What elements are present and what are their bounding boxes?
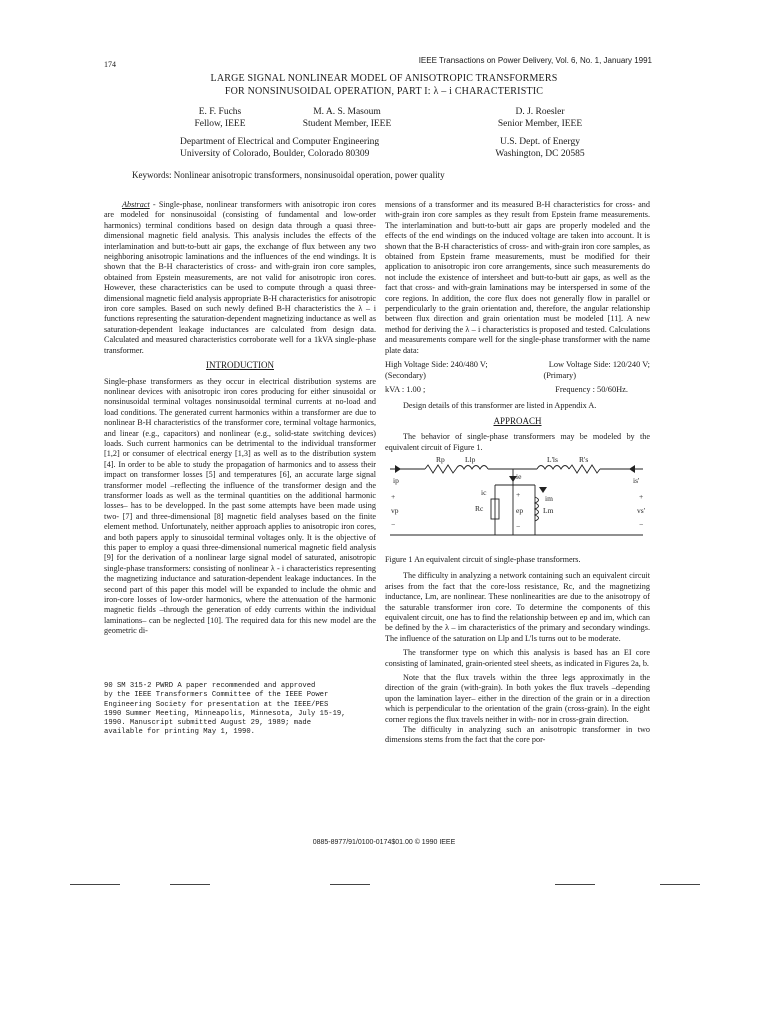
author-name: M. A. S. Masoum	[313, 107, 381, 117]
copyright-notice: 0885-8977/91/0100-0174$01.00 © 1990 IEEE	[312, 839, 456, 846]
label-llp: Llp	[465, 454, 476, 464]
introduction-text: Single-phase transformers as they occur in electrical distribution systems are nonlinear devices with anisotropic iron cores producing for either sinusoidal or nonsinusoidal terminal voltages nonsinusoidal terminal currents at no-load and load conditions. The generated current harmonics within a transformer are due to nonlinear B-H characteristics of the transformer core, terminal voltage harmonics, and linear (e.g., capacitors) and nonlinear (e.g., solid-state switching devices) loads. Such current harmonics can be detrimental to the individual transformer [1,2] or consumer of electrical energy [1,3] as well as to the distribution system [4]. In order to be able to study the propagation of harmonics and to assess their impact on transformer losses [5] and temperatures [6], an accurate large signal transformer model –reflecting the influence of the transformer design and the transformer loads as well as the terminal quantities on the additional harmonic losses– has to be developped. In the past some attempts have been made using two- [7] and three-dimensional [8] magnetic field analyses based on the finite element method. Unfortunately, neither approach applies to anisotropic iron cores, and both papers apply to sinusoidal terminal voltages only. It is the objective of this paper to employ a quasi three-dimensional numerical magnetic field analysis [9] for the derivation of a nonlinear large signal model of saturated, anisotropic single-phase transformers: consisting of nonlinear λ - i characteristics representing the magnetizing inductance and saturation-dependent leakage inductances. In the second part of this paper this model will be expanded to include the ohmic and iron-core losses of low-order harmonics, where the attenuation of the harmonic magnetic fields –through the generation of eddy currents within the individual laminations– can be neglected [10]. The required data for this new model are the geometric di-	[104, 376, 376, 636]
nameplate-data	[385, 360, 650, 395]
rating-secondary: (Secondary)	[385, 370, 426, 380]
rating-hv: High Voltage Side: 240/480 V;	[385, 360, 488, 370]
affiliation-line: Department of Electrical and Computer Engineering	[180, 137, 380, 147]
equivalent-circuit-figure	[385, 455, 650, 551]
label-vs: vs'	[637, 505, 646, 515]
author-role: Fellow, IEEE	[194, 119, 246, 129]
affiliation-line: University of Colorado, Boulder, Colorado 80309	[180, 149, 370, 159]
label-rc: Rc	[475, 503, 484, 513]
paper-title	[0, 72, 768, 98]
label-ep: ep	[516, 505, 524, 515]
label-minus-left: −	[391, 519, 396, 529]
label-rs: R's	[579, 454, 589, 464]
figure-caption: Figure 1 An equivalent circuit of single-phase transformers.	[385, 554, 581, 564]
right-column	[385, 200, 650, 746]
label-im: im	[545, 493, 553, 503]
footnote: 90 SM 315-2 PWRD A paper recommended and approved by the IEEE Transformers Committee of the IEEE Power Engineering Society for presentation at the IEEE/PES 1990 Summer Meeting, Minneapolis, Minnesota, July 15-19, 1990. Manuscript submitted August 29, 1989; made available for printing May 1, 1990.	[104, 682, 346, 737]
paragraph: The behavior of single-phase transformers may be modeled by the equivalent circuit of Figure 1.	[385, 432, 650, 452]
label-lm: Lm	[543, 505, 554, 515]
label-minus-right: −	[639, 519, 644, 529]
label-rp: Rp	[436, 454, 445, 464]
label-ip: ip	[393, 475, 399, 485]
paragraph: The transformer type on which this analysis is based has an EI core consisting of laminated, grain-oriented steel sheets, as indicated in Figures 2a, b.	[385, 648, 650, 668]
section-heading-introduction: INTRODUCTION	[206, 360, 274, 371]
paragraph: The difficulty in analyzing a network containing such an equivalent circuit arises from the fact that the core-loss resistance, Rc, and the magnetizing inductance, Lm, are nonlinear. These nonlinearities are due to the anisotropy of the saturable transformer iron core. To determine the components of this equivalent circuit, one has to find the relationship between ep and im, which can be defined by the λ – im characteristics of the primary and secondary windings. The influence of the saturation on Llp and L'ls turns out to be moderate.	[385, 571, 650, 643]
label-ic: ic	[481, 487, 487, 497]
affiliation-right	[460, 136, 620, 160]
abstract-text: - Single-phase, nonlinear transformers with anisotropic iron cores are modeled for nonsinusoidal (consisting of fundamental and low-order harmonics) terminal conditions based on design data through a quasi three-dimensional magnetic field analysis. This analysis includes the effects of the interlamination and butt-to-butt air gaps, the exchange of flux between any two neighboring anisotropic laminations and the influences of the end windings. It is shown that the B-H characteristics of cross- and with-grain iron core samples, obtained from Epstein measurements, are not valid for anisotropic iron cores. However, these characteristics can be used to compute through a quasi three-dimensional magnetic field analysis appropriate B-H characteristics for anisotropic iron core samples. Based on such newly defined B-H characteristics the λ – i functions representing the saturation-dependent magnetizing inductance as well as saturation-dependent leakage inductances are calculated from design data. Calculated and measured characteristics corroborate well for a 1kVA single-phase transformer.	[104, 200, 376, 355]
title-line-1: LARGE SIGNAL NONLINEAR MODEL OF ANISOTROPIC TRANSFORMERS	[210, 73, 558, 84]
paragraph: Design details of this transformer are listed in Appendix A.	[403, 401, 597, 411]
label-ie: ie	[516, 471, 522, 481]
affiliation-line: Washington, DC 20585	[495, 149, 585, 159]
rating-primary: (Primary)	[543, 370, 576, 380]
page-number: 174	[104, 60, 116, 69]
rating-kva: kVA : 1.00 ;	[385, 384, 426, 394]
author-3	[460, 106, 620, 130]
title-line-2: FOR NONSINUSOIDAL OPERATION, PART I: λ – i CHARACTERISTIC	[224, 86, 544, 97]
label-minus-center: −	[516, 521, 521, 531]
paragraph: The difficulty in analyzing such an anisotropic transformer in two dimensions stems from the fact that the core por-	[385, 725, 650, 745]
left-column	[104, 200, 376, 637]
divider	[170, 884, 210, 885]
abstract-label: Abstract	[122, 200, 150, 209]
label-is: is'	[633, 475, 640, 485]
label-vp: vp	[391, 505, 399, 515]
label-lls: L'ls	[547, 454, 558, 464]
label-plus-left: +	[391, 491, 396, 501]
rating-lv: Low Voltage Side: 120/240 V;	[548, 360, 650, 370]
author-2	[262, 106, 432, 130]
keywords: Keywords: Nonlinear anisotropic transformers, nonsinusoidal operation, power quality	[132, 170, 445, 180]
section-heading-approach: APPROACH	[493, 415, 542, 426]
affiliation-left	[180, 136, 379, 160]
journal-header: IEEE Transactions on Power Delivery, Vol. 6, No. 1, January 1991	[418, 56, 652, 65]
affiliation-line: U.S. Dept. of Energy	[499, 137, 581, 147]
rating-frequency: Frequency : 50/60Hz.	[555, 384, 628, 394]
label-plus-center: +	[516, 489, 521, 499]
author-role: Student Member, IEEE	[302, 119, 392, 129]
label-plus-right: +	[639, 491, 644, 501]
divider	[330, 884, 370, 885]
author-1	[165, 106, 275, 130]
author-name: D. J. Roesler	[515, 107, 565, 117]
paragraph: Note that the flux travels within the three legs approximatly in the direction of the grain (with-grain). In both yokes the flux travels –depending upon the lamination layer– either in the direction of the grain or in a direction which is perpendicular to the orientation of the grain (cross-grain). In the eight corner regions the flux travels neither in with- nor in cross-grain direction.	[385, 673, 650, 724]
divider	[555, 884, 595, 885]
divider	[70, 884, 120, 885]
author-role: Senior Member, IEEE	[497, 119, 583, 129]
author-name: E. F. Fuchs	[198, 107, 242, 117]
paragraph: mensions of a transformer and its measured B-H characteristics for cross- and with-grain iron core samples as they result from Epstein frame measurements. The interlamination and butt-to-butt air gaps are properly modeled and the effects of the end windings on the induced voltage are taken into account. It is shown that the B-H characteristics of cross- and with-grain iron core samples, as obtained from Epstein frame measurements, must be modified for their application to anisotropic iron core arrangements, since such measurements do not include the existence of intersheet and butt-to-butt air gaps, as well as the fact that cross- and with-grain laminations may be interspersed in some of the core regions. In addition, the core flux does not generally flow in parallel or perpendicularly to the grain orientation and, therefore, the angular relationship between flux direction and grain orientation must be modeled [11]. A new method for deriving the λ – i characteristics is proposed and tested. Calculations and measurements compare well for the single-phase transformer with the name plate data:	[385, 200, 650, 355]
divider	[660, 884, 700, 885]
abstract	[104, 200, 376, 356]
